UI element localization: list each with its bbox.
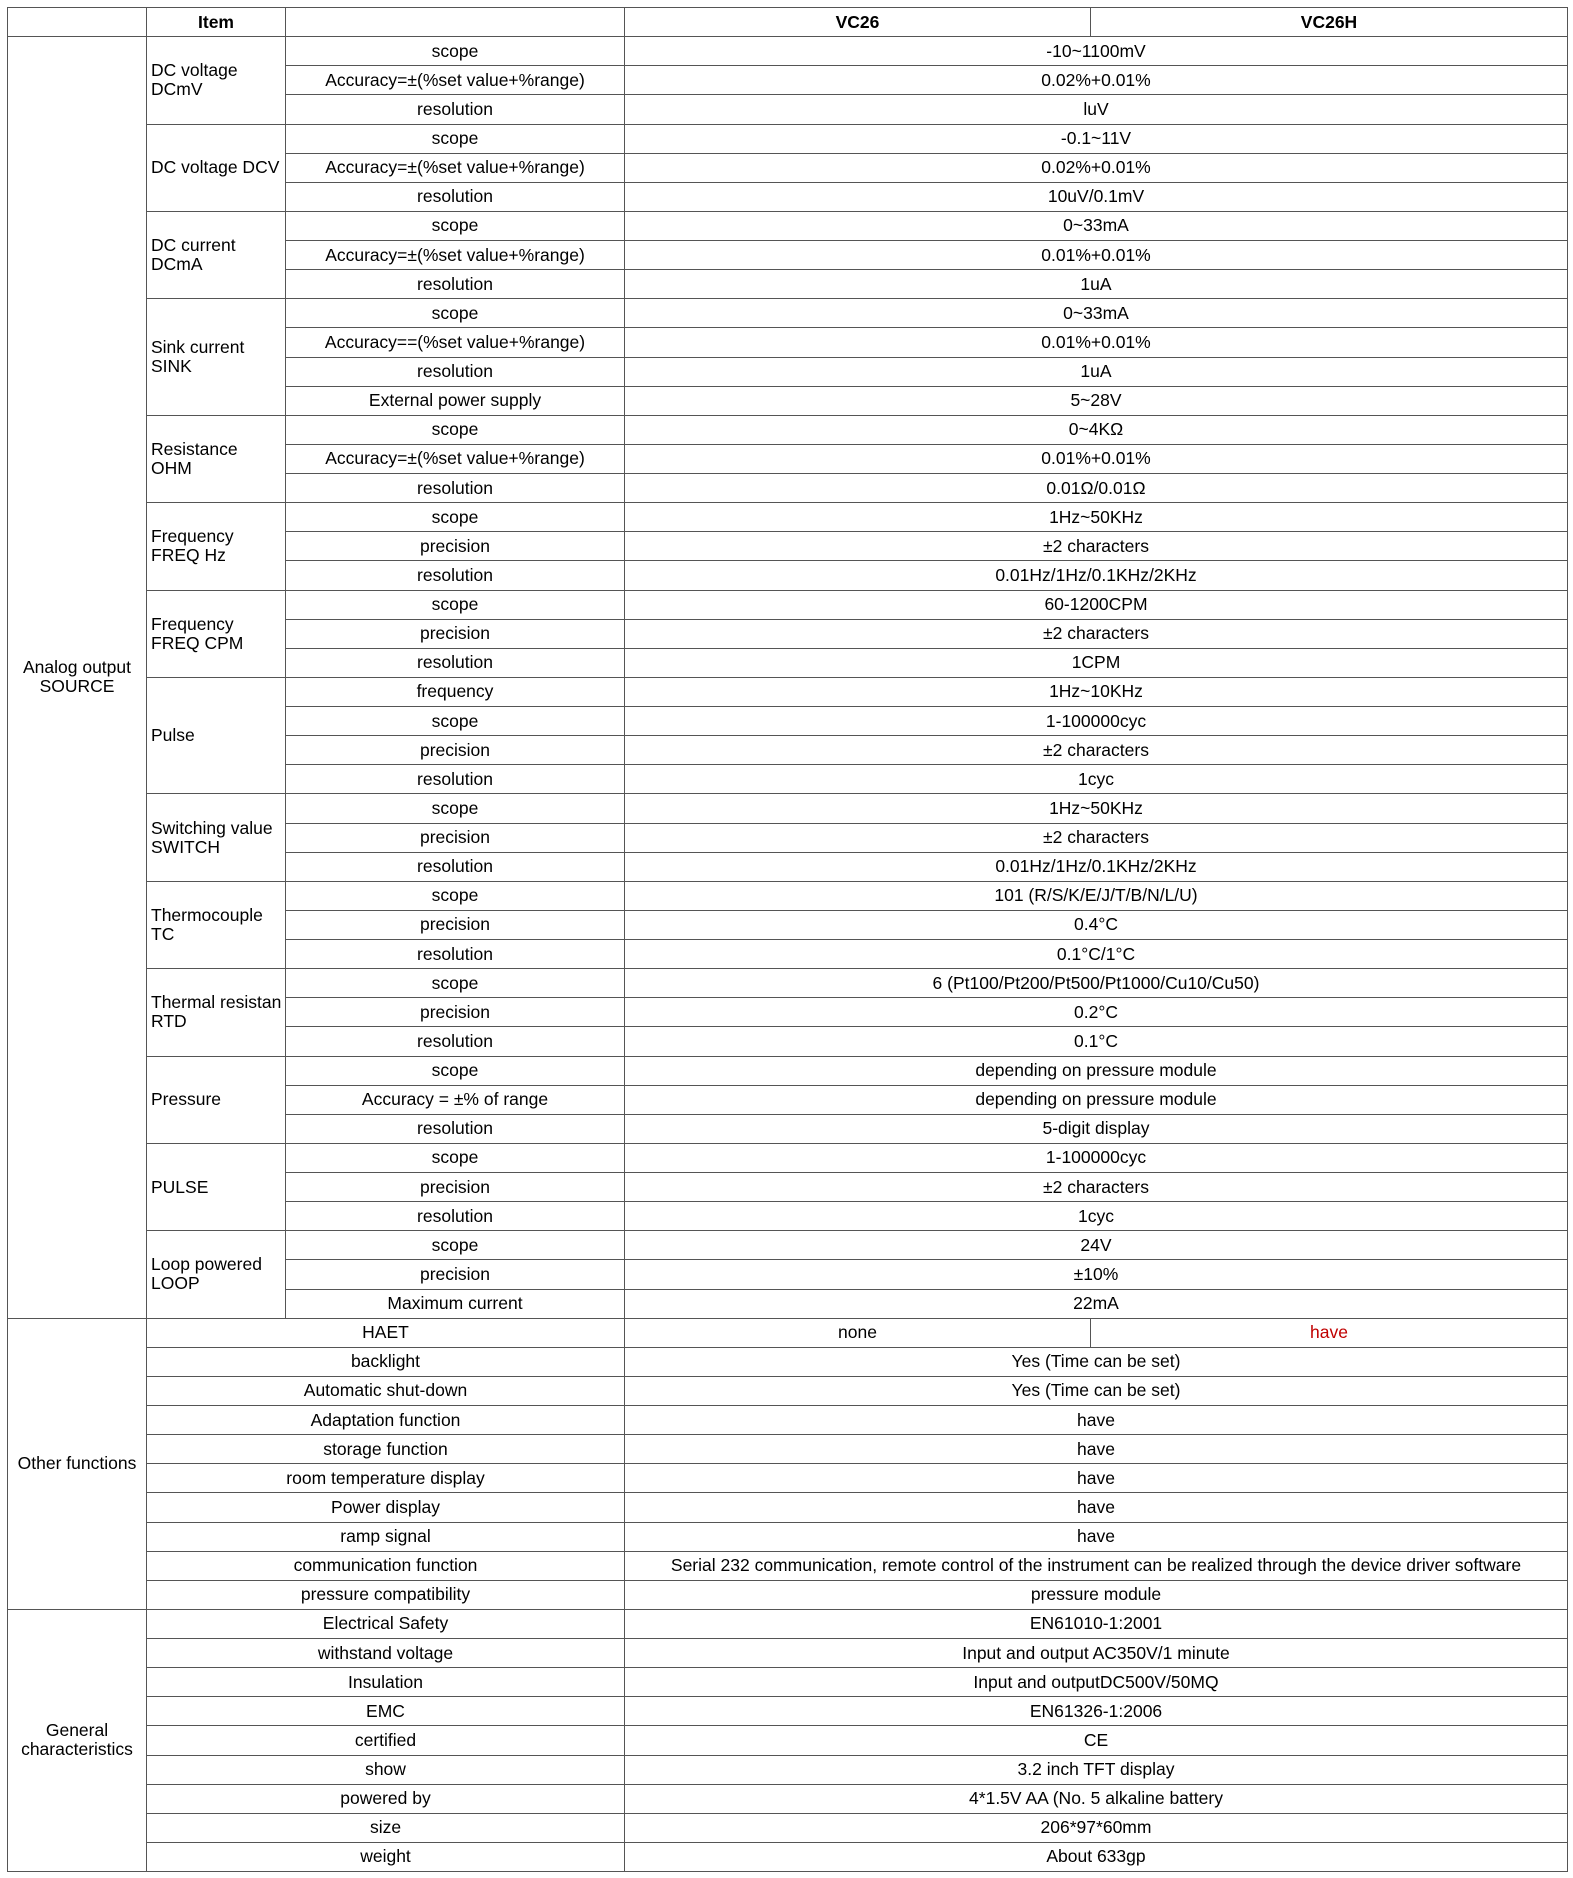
parameter-value: 1Hz~50KHz [625, 794, 1568, 823]
characteristic-value: 3.2 inch TFT display [625, 1755, 1568, 1784]
function-label: room temperature display [147, 1464, 625, 1493]
table-row [8, 1842, 1568, 1871]
parameter-label: resolution [286, 765, 625, 794]
parameter-label: scope [286, 969, 625, 998]
parameter-label: resolution [286, 270, 625, 299]
function-value: have [625, 1493, 1568, 1522]
parameter-value: 0.1°C/1°C [625, 940, 1568, 969]
parameter-value: 1uA [625, 357, 1568, 386]
parameter-label: precision [286, 1260, 625, 1289]
table-row [8, 1784, 1568, 1813]
item-name: Sink current SINK [147, 299, 286, 416]
parameter-value: ±10% [625, 1260, 1568, 1289]
parameter-label: precision [286, 1173, 625, 1202]
parameter-value: ±2 characters [625, 619, 1568, 648]
parameter-label: resolution [286, 561, 625, 590]
parameter-value: 0.01Ω/0.01Ω [625, 474, 1568, 503]
item-name: Pressure [147, 1056, 286, 1143]
parameter-label: Accuracy=±(%set value+%range) [286, 241, 625, 270]
table-row [8, 211, 1568, 240]
parameter-label: scope [286, 299, 625, 328]
parameter-value: 1Hz~10KHz [625, 677, 1568, 706]
parameter-value: 1-100000cyc [625, 1143, 1568, 1172]
parameter-value: 60-1200CPM [625, 590, 1568, 619]
group-label-general: General characteristics [8, 1609, 147, 1871]
parameter-value: depending on pressure module [625, 1085, 1568, 1114]
table-row [8, 1726, 1568, 1755]
parameter-label: Accuracy=±(%set value+%range) [286, 153, 625, 182]
header-vc26h: VC26H [1091, 8, 1568, 37]
parameter-label: External power supply [286, 386, 625, 415]
table-row [8, 415, 1568, 444]
item-name: DC voltage DCmV [147, 37, 286, 124]
parameter-value: 0.01%+0.01% [625, 444, 1568, 473]
parameter-label: scope [286, 37, 625, 66]
parameter-label: precision [286, 619, 625, 648]
parameter-value: 0.01%+0.01% [625, 328, 1568, 357]
item-name: Switching value SWITCH [147, 794, 286, 881]
parameter-value: 0~33mA [625, 211, 1568, 240]
header-item: Item [147, 8, 286, 37]
spec-table-body [8, 8, 1568, 1872]
table-row [8, 124, 1568, 153]
parameter-label: resolution [286, 1202, 625, 1231]
parameter-value: luV [625, 95, 1568, 124]
table-row [8, 881, 1568, 910]
parameter-label: Accuracy=±(%set value+%range) [286, 444, 625, 473]
parameter-label: precision [286, 998, 625, 1027]
table-row [8, 1639, 1568, 1668]
table-row [8, 1056, 1568, 1085]
parameter-label: resolution [286, 940, 625, 969]
parameter-value: 1CPM [625, 648, 1568, 677]
parameter-label: scope [286, 1143, 625, 1172]
parameter-label: Maximum current [286, 1289, 625, 1318]
parameter-value: 1cyc [625, 765, 1568, 794]
parameter-value: 0.01%+0.01% [625, 241, 1568, 270]
function-value: have [625, 1435, 1568, 1464]
table-row [8, 794, 1568, 823]
function-label: ramp signal [147, 1522, 625, 1551]
characteristic-value: About 633gp [625, 1842, 1568, 1871]
parameter-label: precision [286, 910, 625, 939]
characteristic-label: Insulation [147, 1668, 625, 1697]
parameter-value: ±2 characters [625, 736, 1568, 765]
function-label: pressure compatibility [147, 1580, 625, 1609]
parameter-value: 0.02%+0.01% [625, 153, 1568, 182]
header-row [8, 8, 1568, 37]
parameter-value: 24V [625, 1231, 1568, 1260]
characteristic-label: EMC [147, 1697, 625, 1726]
parameter-value: 1cyc [625, 1202, 1568, 1231]
characteristic-label: Electrical Safety [147, 1609, 625, 1638]
table-row [8, 969, 1568, 998]
parameter-value: 0~4KΩ [625, 415, 1568, 444]
table-row [8, 1143, 1568, 1172]
parameter-value: -0.1~11V [625, 124, 1568, 153]
parameter-value: ±2 characters [625, 532, 1568, 561]
parameter-label: resolution [286, 852, 625, 881]
table-row [8, 677, 1568, 706]
item-name: Thermocouple TC [147, 881, 286, 968]
table-row [8, 1668, 1568, 1697]
characteristic-label: withstand voltage [147, 1639, 625, 1668]
parameter-label: Accuracy==(%set value+%range) [286, 328, 625, 357]
function-value: Yes (Time can be set) [625, 1347, 1568, 1376]
table-row [8, 1347, 1568, 1376]
parameter-label: scope [286, 415, 625, 444]
parameter-value: -10~1100mV [625, 37, 1568, 66]
table-row [8, 1406, 1568, 1435]
characteristic-label: certified [147, 1726, 625, 1755]
function-value: have [625, 1522, 1568, 1551]
item-name: DC current DCmA [147, 211, 286, 298]
characteristic-value: CE [625, 1726, 1568, 1755]
table-row [8, 1435, 1568, 1464]
table-row [8, 1580, 1568, 1609]
parameter-value: 10uV/0.1mV [625, 182, 1568, 211]
parameter-value: 0.4°C [625, 910, 1568, 939]
parameter-label: scope [286, 707, 625, 736]
parameter-label: resolution [286, 648, 625, 677]
item-name: Frequency FREQ Hz [147, 503, 286, 590]
parameter-value: depending on pressure module [625, 1056, 1568, 1085]
parameter-label: precision [286, 736, 625, 765]
function-label: Automatic shut-down [147, 1376, 625, 1405]
parameter-label: resolution [286, 95, 625, 124]
function-value: have [625, 1464, 1568, 1493]
blank-corner-cell [8, 8, 147, 37]
parameter-value: ±2 characters [625, 823, 1568, 852]
characteristic-value: 206*97*60mm [625, 1813, 1568, 1842]
characteristic-value: Input and outputDC500V/50MQ [625, 1668, 1568, 1697]
item-name: Frequency FREQ CPM [147, 590, 286, 677]
function-label: storage function [147, 1435, 625, 1464]
parameter-label: scope [286, 503, 625, 532]
parameter-label: scope [286, 794, 625, 823]
group-label-source: Analog output SOURCE [8, 37, 147, 1319]
item-name: PULSE [147, 1143, 286, 1230]
parameter-label: scope [286, 881, 625, 910]
parameter-label: scope [286, 1056, 625, 1085]
table-row [8, 1813, 1568, 1842]
parameter-label: scope [286, 590, 625, 619]
parameter-value: 1-100000cyc [625, 707, 1568, 736]
characteristic-label: size [147, 1813, 625, 1842]
characteristic-label: powered by [147, 1784, 625, 1813]
parameter-label: resolution [286, 357, 625, 386]
function-value: Serial 232 communication, remote control of the instrument can be realized through the device driver software [625, 1551, 1568, 1580]
function-label: communication function [147, 1551, 625, 1580]
table-row [8, 1609, 1568, 1638]
parameter-value: 0~33mA [625, 299, 1568, 328]
parameter-label: Accuracy=±(%set value+%range) [286, 66, 625, 95]
characteristic-value: 4*1.5V AA (No. 5 alkaline battery [625, 1784, 1568, 1813]
parameter-label: resolution [286, 1114, 625, 1143]
table-row [8, 1697, 1568, 1726]
parameter-label: precision [286, 532, 625, 561]
parameter-value: 5~28V [625, 386, 1568, 415]
header-vc26: VC26 [625, 8, 1091, 37]
parameter-value: 0.2°C [625, 998, 1568, 1027]
table-row [8, 1493, 1568, 1522]
parameter-value: 22mA [625, 1289, 1568, 1318]
parameter-value: 1uA [625, 270, 1568, 299]
value-vc26h: have [1091, 1318, 1568, 1347]
parameter-value: 1Hz~50KHz [625, 503, 1568, 532]
parameter-value: 101 (R/S/K/E/J/T/B/N/L/U) [625, 881, 1568, 910]
characteristic-label: weight [147, 1842, 625, 1871]
item-name: Loop powered LOOP [147, 1231, 286, 1318]
parameter-value: 6 (Pt100/Pt200/Pt500/Pt1000/Cu10/Cu50) [625, 969, 1568, 998]
parameter-label: resolution [286, 182, 625, 211]
parameter-value: 0.01Hz/1Hz/0.1KHz/2KHz [625, 852, 1568, 881]
parameter-value: 5-digit display [625, 1114, 1568, 1143]
function-label: Power display [147, 1493, 625, 1522]
function-label: HAET [147, 1318, 625, 1347]
parameter-value: ±2 characters [625, 1173, 1568, 1202]
parameter-label: scope [286, 124, 625, 153]
table-row [8, 37, 1568, 66]
table-row [8, 1376, 1568, 1405]
parameter-value: 0.01Hz/1Hz/0.1KHz/2KHz [625, 561, 1568, 590]
item-name: Pulse [147, 677, 286, 794]
item-name: DC voltage DCV [147, 124, 286, 211]
item-name: Thermal resistan RTD [147, 969, 286, 1056]
parameter-label: precision [286, 823, 625, 852]
function-value: have [625, 1406, 1568, 1435]
function-label: backlight [147, 1347, 625, 1376]
characteristic-value: EN61010-1:2001 [625, 1609, 1568, 1638]
table-row [8, 299, 1568, 328]
header-parameter-blank [286, 8, 625, 37]
parameter-label: resolution [286, 474, 625, 503]
function-value: Yes (Time can be set) [625, 1376, 1568, 1405]
table-row [8, 1551, 1568, 1580]
parameter-value: 0.1°C [625, 1027, 1568, 1056]
parameter-label: frequency [286, 677, 625, 706]
table-row [8, 1318, 1568, 1347]
parameter-value: 0.02%+0.01% [625, 66, 1568, 95]
table-row [8, 503, 1568, 532]
group-label-other: Other functions [8, 1318, 147, 1609]
item-name: Resistance OHM [147, 415, 286, 502]
characteristic-value: Input and output AC350V/1 minute [625, 1639, 1568, 1668]
parameter-label: scope [286, 211, 625, 240]
spec-table [7, 7, 1568, 1872]
parameter-label: Accuracy = ±% of range [286, 1085, 625, 1114]
table-row [8, 1755, 1568, 1784]
table-row [8, 1231, 1568, 1260]
table-row [8, 1522, 1568, 1551]
characteristic-value: EN61326-1:2006 [625, 1697, 1568, 1726]
characteristic-label: show [147, 1755, 625, 1784]
function-value: pressure module [625, 1580, 1568, 1609]
table-row [8, 1464, 1568, 1493]
parameter-label: scope [286, 1231, 625, 1260]
parameter-label: resolution [286, 1027, 625, 1056]
function-label: Adaptation function [147, 1406, 625, 1435]
table-row [8, 590, 1568, 619]
value-vc26: none [625, 1318, 1091, 1347]
